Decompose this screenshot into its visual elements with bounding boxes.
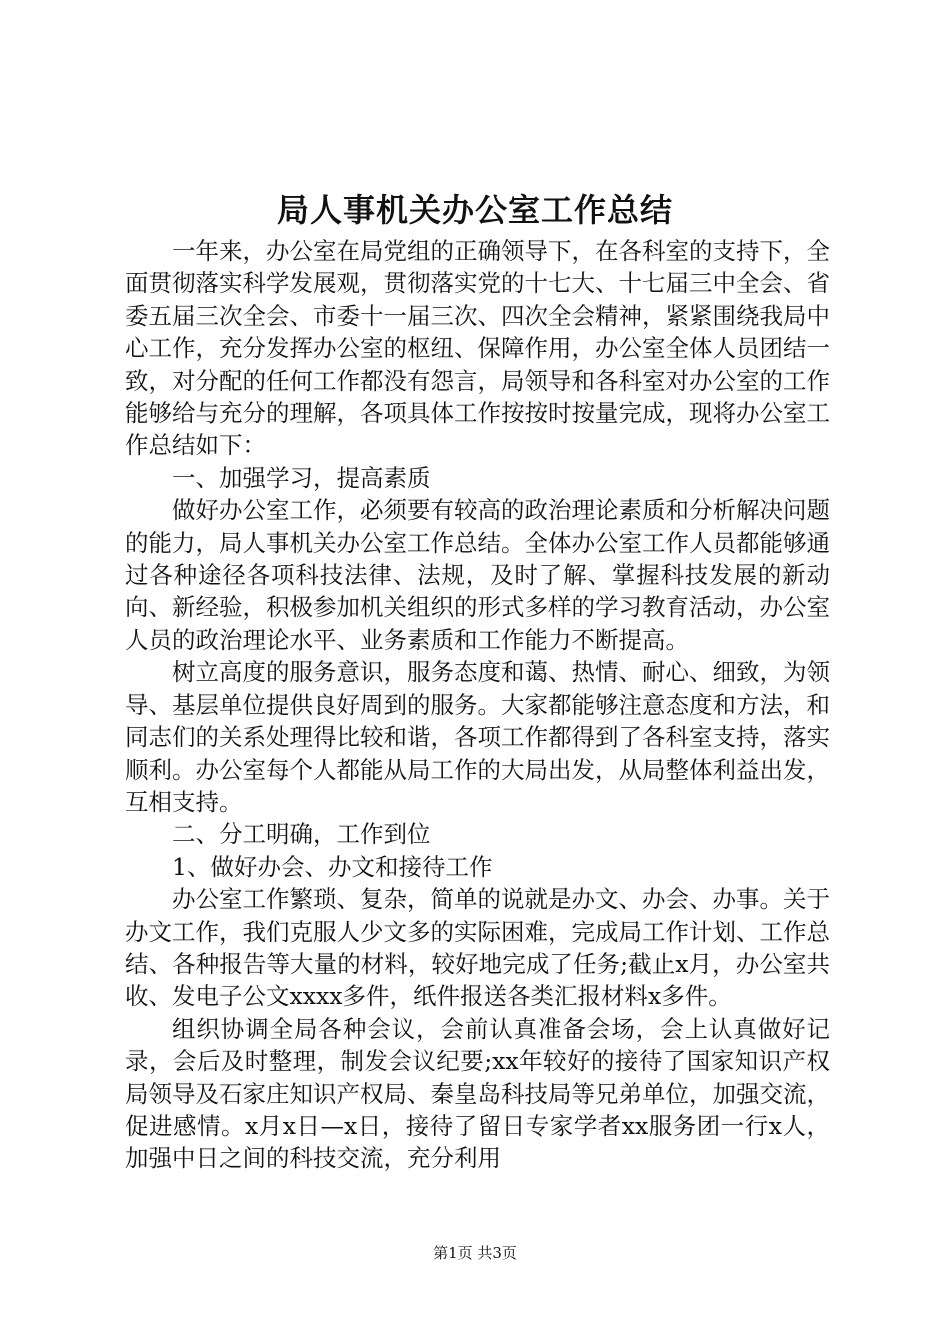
paragraph-documents: 办公室工作繁琐、复杂，简单的说就是办文、办会、办事。关于办文工作，我们克服人少文多的实际困难，完成局工作计划、工作总结、各种报告等大量的材料，较好地完成了任务;截止x月，办公室共收、发电子公文xxxx多件，纸件报送各类汇报材料x多件。 [125,885,830,1011]
document-body [125,235,830,1175]
section-heading-2: 二、分工明确，工作到位 [172,820,431,849]
paragraph-study: 做好办公室工作，必须要有较高的政治理论素质和分析解决问题的能力，局人事机关办公室工作总结。全体办公室工作人员都能够通过各种途径各项科技法律、法规，及时了解、掌握科技发展的新动向、新经验，积极参加机关组织的形式多样的学习教育活动，办公室人员的政治理论水平、业务素质和工作能力不断提高。 [125,496,830,654]
document-title: 局人事机关办公室工作总结 [276,191,673,229]
paragraph-meetings: 组织协调全局各种会议，会前认真准备会场，会上认真做好记录，会后及时整理，制发会议纪要;xx年较好的接待了国家知识产权局领导及石家庄知识产权局、秦皇岛科技局等兄弟单位，加强交流，促进感情。x月x日—x日，接待了留日专家学者xx服务团一行x人，加强中日之间的科技交流，充分利用 [125,1014,830,1173]
page-number-footer: 第1页 共3页 [433,1244,517,1262]
paragraph-service: 树立高度的服务意识，服务态度和蔼、热情、耐心、细致，为领导、基层单位提供良好周到的服务。大家都能够注意态度和方法，和同志们的关系处理得比较和谐，各项工作都得到了各科室支持，落实顺利。办公室每个人都能从局工作的大局出发，从局整体利益出发，互相支持。 [125,658,830,816]
paragraph-intro: 一年来，办公室在局党组的正确领导下，在各科室的支持下，全面贯彻落实科学发展观，贯彻落实党的十七大、十七届三中全会、省委五届三次全会、市委十一届三次、四次全会精神，紧紧围绕我局中心工作，充分发挥办公室的枢纽、保障作用，办公室全体人员团结一致，对分配的任何工作都没有怨言，局领导和各科室对办公室的工作能够给与充分的理解，各项具体工作按按时按量完成，现将办公室工作总结如下： [125,237,830,460]
section-heading-1: 一、加强学习，提高素质 [172,463,431,492]
subsection-heading-1: 1、做好办会、办文和接待工作 [172,852,493,881]
